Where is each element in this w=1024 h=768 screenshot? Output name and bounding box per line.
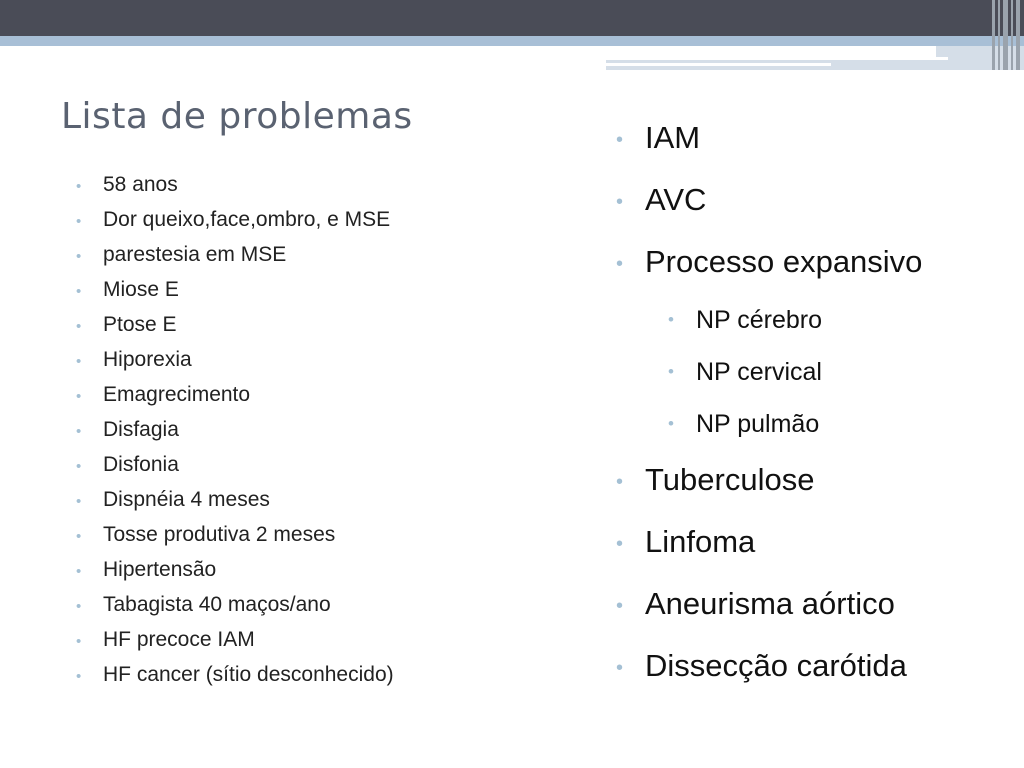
list-item-text: Miose E (103, 278, 179, 301)
list-item (616, 522, 922, 584)
list-item (76, 592, 394, 627)
list-item-text: Tabagista 40 maços/ano (103, 593, 331, 616)
list-item (76, 242, 394, 277)
list-item-text: Disfagia (103, 418, 179, 441)
problem-list (76, 172, 394, 697)
bullet-icon: • (76, 388, 82, 405)
bullet-icon: • (616, 471, 624, 493)
bullet-icon: • (76, 598, 82, 615)
list-item-text: Tosse produtiva 2 meses (103, 523, 336, 546)
list-item-text: Tuberculose (645, 462, 815, 497)
bullet-icon: • (616, 191, 624, 213)
list-item-text: Dor queixo,face,ombro, e MSE (103, 208, 391, 231)
list-item-text: Dissecção carótida (645, 648, 907, 683)
bullet-icon: • (616, 533, 624, 555)
bullet-icon: • (616, 657, 624, 679)
list-item (76, 277, 394, 312)
header-dark-bar (0, 0, 1024, 36)
list-item (76, 312, 394, 347)
bullet-icon: • (76, 178, 82, 195)
list-item (616, 460, 922, 522)
list-item (616, 118, 922, 180)
bullet-icon: • (76, 248, 82, 265)
list-item (76, 627, 394, 662)
bullet-icon: • (668, 310, 674, 329)
sub-list-item (616, 356, 922, 408)
list-item (76, 522, 394, 557)
list-item-text: parestesia em MSE (103, 243, 287, 266)
list-item (76, 347, 394, 382)
header-light-bar (0, 36, 1024, 46)
bullet-icon: • (76, 213, 82, 230)
list-item-text: IAM (645, 120, 701, 155)
header-accent-line (606, 57, 948, 60)
list-item-text: Ptose E (103, 313, 177, 336)
list-item (76, 207, 394, 242)
list-item-text: NP cérebro (696, 306, 822, 334)
list-item-text: Processo expansivo (645, 244, 923, 279)
list-item (616, 180, 922, 242)
bullet-icon: • (76, 563, 82, 580)
list-item-text: Dispnéia 4 meses (103, 488, 270, 511)
list-item-text: 58 anos (103, 173, 178, 196)
bullet-icon: • (668, 362, 674, 381)
list-item-text: HF precoce IAM (103, 628, 255, 651)
sub-list-item (616, 408, 922, 460)
bullet-icon: • (76, 493, 82, 510)
list-item (76, 487, 394, 522)
list-item-text: NP cervical (696, 358, 822, 386)
list-item-text: Hipertensão (103, 558, 217, 581)
header-accent-line (606, 63, 831, 66)
list-item-text: Disfonia (103, 453, 179, 476)
list-item (616, 584, 922, 646)
slide-title: Lista de problemas (61, 96, 413, 137)
bullet-icon: • (616, 253, 624, 275)
bullet-icon: • (76, 423, 82, 440)
list-item-text: Linfoma (645, 524, 756, 559)
list-item (76, 557, 394, 592)
list-item-text: Hiporexia (103, 348, 192, 371)
bullet-icon: • (76, 668, 82, 685)
bullet-icon: • (616, 595, 624, 617)
list-item (76, 662, 394, 697)
bullet-icon: • (76, 318, 82, 335)
list-item (76, 417, 394, 452)
differential-list (616, 118, 922, 708)
list-item (76, 382, 394, 417)
list-item-text: HF cancer (sítio desconhecido) (103, 663, 394, 686)
list-item (616, 646, 922, 708)
list-item (76, 452, 394, 487)
bullet-icon: • (668, 414, 674, 433)
list-item-text: NP pulmão (696, 410, 820, 438)
bullet-icon: • (76, 283, 82, 300)
bullet-icon: • (76, 633, 82, 650)
header-stripes (990, 0, 1024, 70)
bullet-icon: • (76, 528, 82, 545)
bullet-icon: • (76, 458, 82, 475)
list-item (616, 242, 922, 304)
list-item-text: Emagrecimento (103, 383, 251, 406)
sub-list-item (616, 304, 922, 356)
bullet-icon: • (76, 353, 82, 370)
list-item (76, 172, 394, 207)
list-item-text: Aneurisma aórtico (645, 586, 895, 621)
list-item-text: AVC (645, 182, 707, 217)
bullet-icon: • (616, 129, 624, 151)
